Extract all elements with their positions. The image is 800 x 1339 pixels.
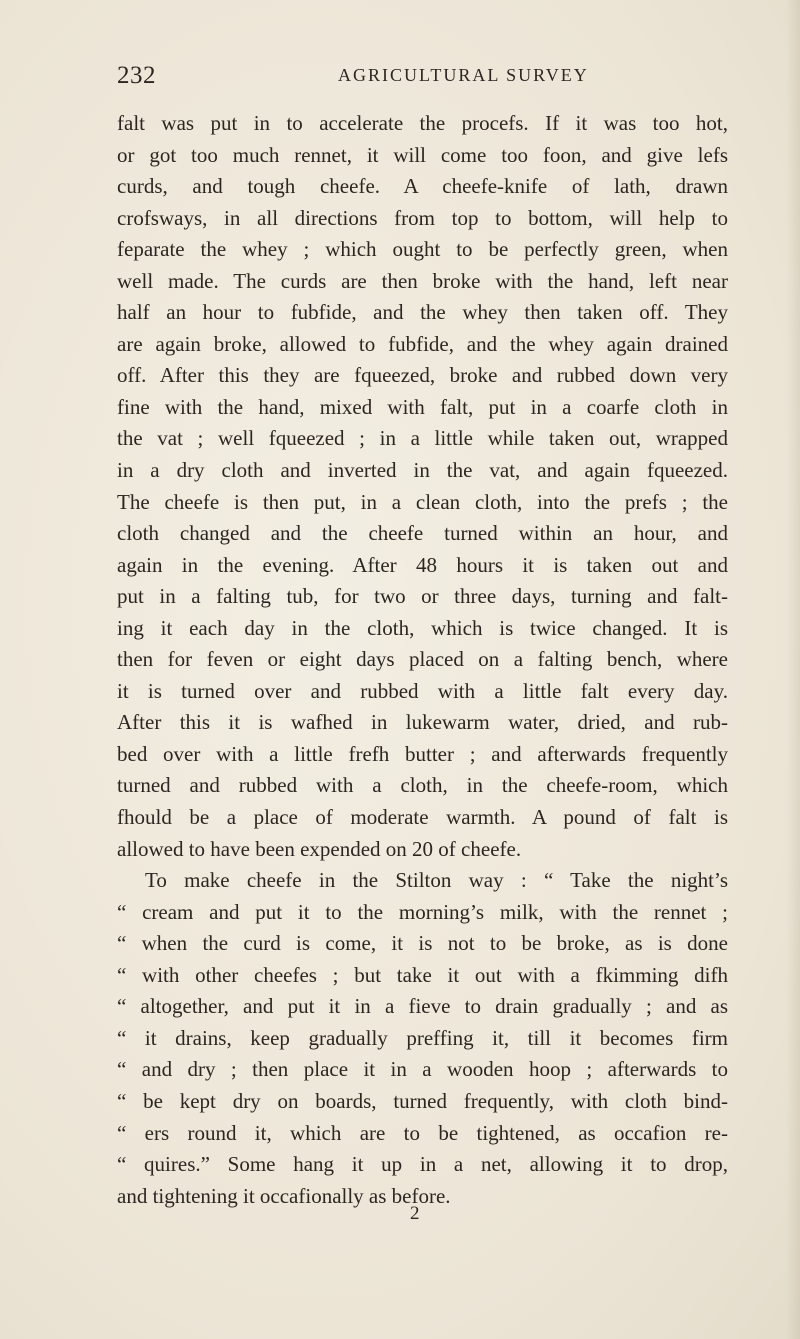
text-line: the vat ; well fqueezed ; in a little while taken out, wrapped [117, 426, 728, 451]
text-line: then for feven or eight days placed on a falting bench, where [117, 647, 728, 672]
text-line: feparate the whey ; which ought to be perfectly green, when [117, 237, 728, 262]
signature-mark: 2 [410, 1203, 420, 1224]
text-line: “ be kept dry on boards, turned frequently, with cloth bind- [117, 1088, 728, 1113]
text-line: “ ers round it, which are to be tightened, as occafion re- [117, 1120, 728, 1145]
text-line: crofsways, in all directions from top to bottom, will help to [117, 205, 728, 230]
text-line: ing it each day in the cloth, which is twice changed. It is [117, 615, 728, 640]
text-line: “ quires.” Some hang it up in a net, allowing it to drop, [117, 1152, 728, 1177]
text-line: “ and dry ; then place it in a wooden hoop ; afterwards to [117, 1057, 728, 1082]
page-number: 232 [117, 62, 156, 89]
text-line: cloth changed and the cheefe turned within an hour, and [117, 521, 728, 546]
body-text [117, 108, 728, 1212]
text-line: fhould be a place of moderate warmth. A pound of falt is [117, 805, 728, 830]
text-line: half an hour to fubfide, and the whey then taken off. They [117, 300, 728, 325]
text-line: bed over with a little frefh butter ; and afterwards frequently [117, 741, 728, 766]
text-line: put in a falting tub, for two or three days, turning and falt- [117, 584, 728, 609]
text-line: “ when the curd is come, it is not to be broke, as is done [117, 931, 728, 956]
page-edge-shadow [786, 0, 800, 1339]
text-line: well made. The curds are then broke with the hand, left near [117, 268, 728, 293]
paragraph-stilton-method [117, 865, 728, 1212]
text-line: again in the evening. After 48 hours it is taken out and [117, 552, 728, 577]
text-line: fine with the hand, mixed with falt, put in a coarfe cloth in [117, 394, 728, 419]
text-line: turned and rubbed with a cloth, in the cheefe-room, which [117, 773, 728, 798]
text-line: or got too much rennet, it will come too foon, and give lefs [117, 142, 728, 167]
text-line: “ with other cheefes ; but take it out with a fkimming difh [117, 962, 728, 987]
page-header [117, 62, 729, 102]
text-line: off. After this they are fqueezed, broke and rubbed down very [117, 363, 728, 388]
text-line: in a dry cloth and inverted in the vat, and again fqueezed. [117, 458, 728, 483]
text-line: and tightening it occafionally as before. [117, 1183, 451, 1208]
text-line: “ altogether, and put it in a fieve to drain gradually ; and as [117, 994, 728, 1019]
text-line: it is turned over and rubbed with a little falt every day. [117, 678, 728, 703]
running-head: AGRICULTURAL SURVEY [338, 65, 589, 85]
text-line: To make cheefe in the Stilton way : “ Take the night’s [145, 868, 728, 893]
text-line: are again broke, allowed to fubfide, and the whey again drained [117, 331, 728, 356]
text-line: After this it is wafhed in lukewarm water, dried, and rub- [117, 710, 728, 735]
paragraph-cheese-making [117, 108, 728, 865]
text-line: The cheefe is then put, in a clean cloth, into the prefs ; the [117, 489, 728, 514]
text-line: allowed to have been expended on 20 of cheefe. [117, 836, 522, 861]
text-line: “ it drains, keep gradually preffing it, till it becomes firm [117, 1025, 728, 1050]
text-line: falt was put in to accelerate the procefs. If it was too hot, [117, 111, 728, 135]
text-line: curds, and tough cheefe. A cheefe-knife of lath, drawn [117, 174, 728, 199]
text-line: “ cream and put it to the morning’s milk, with the rennet ; [117, 899, 728, 924]
